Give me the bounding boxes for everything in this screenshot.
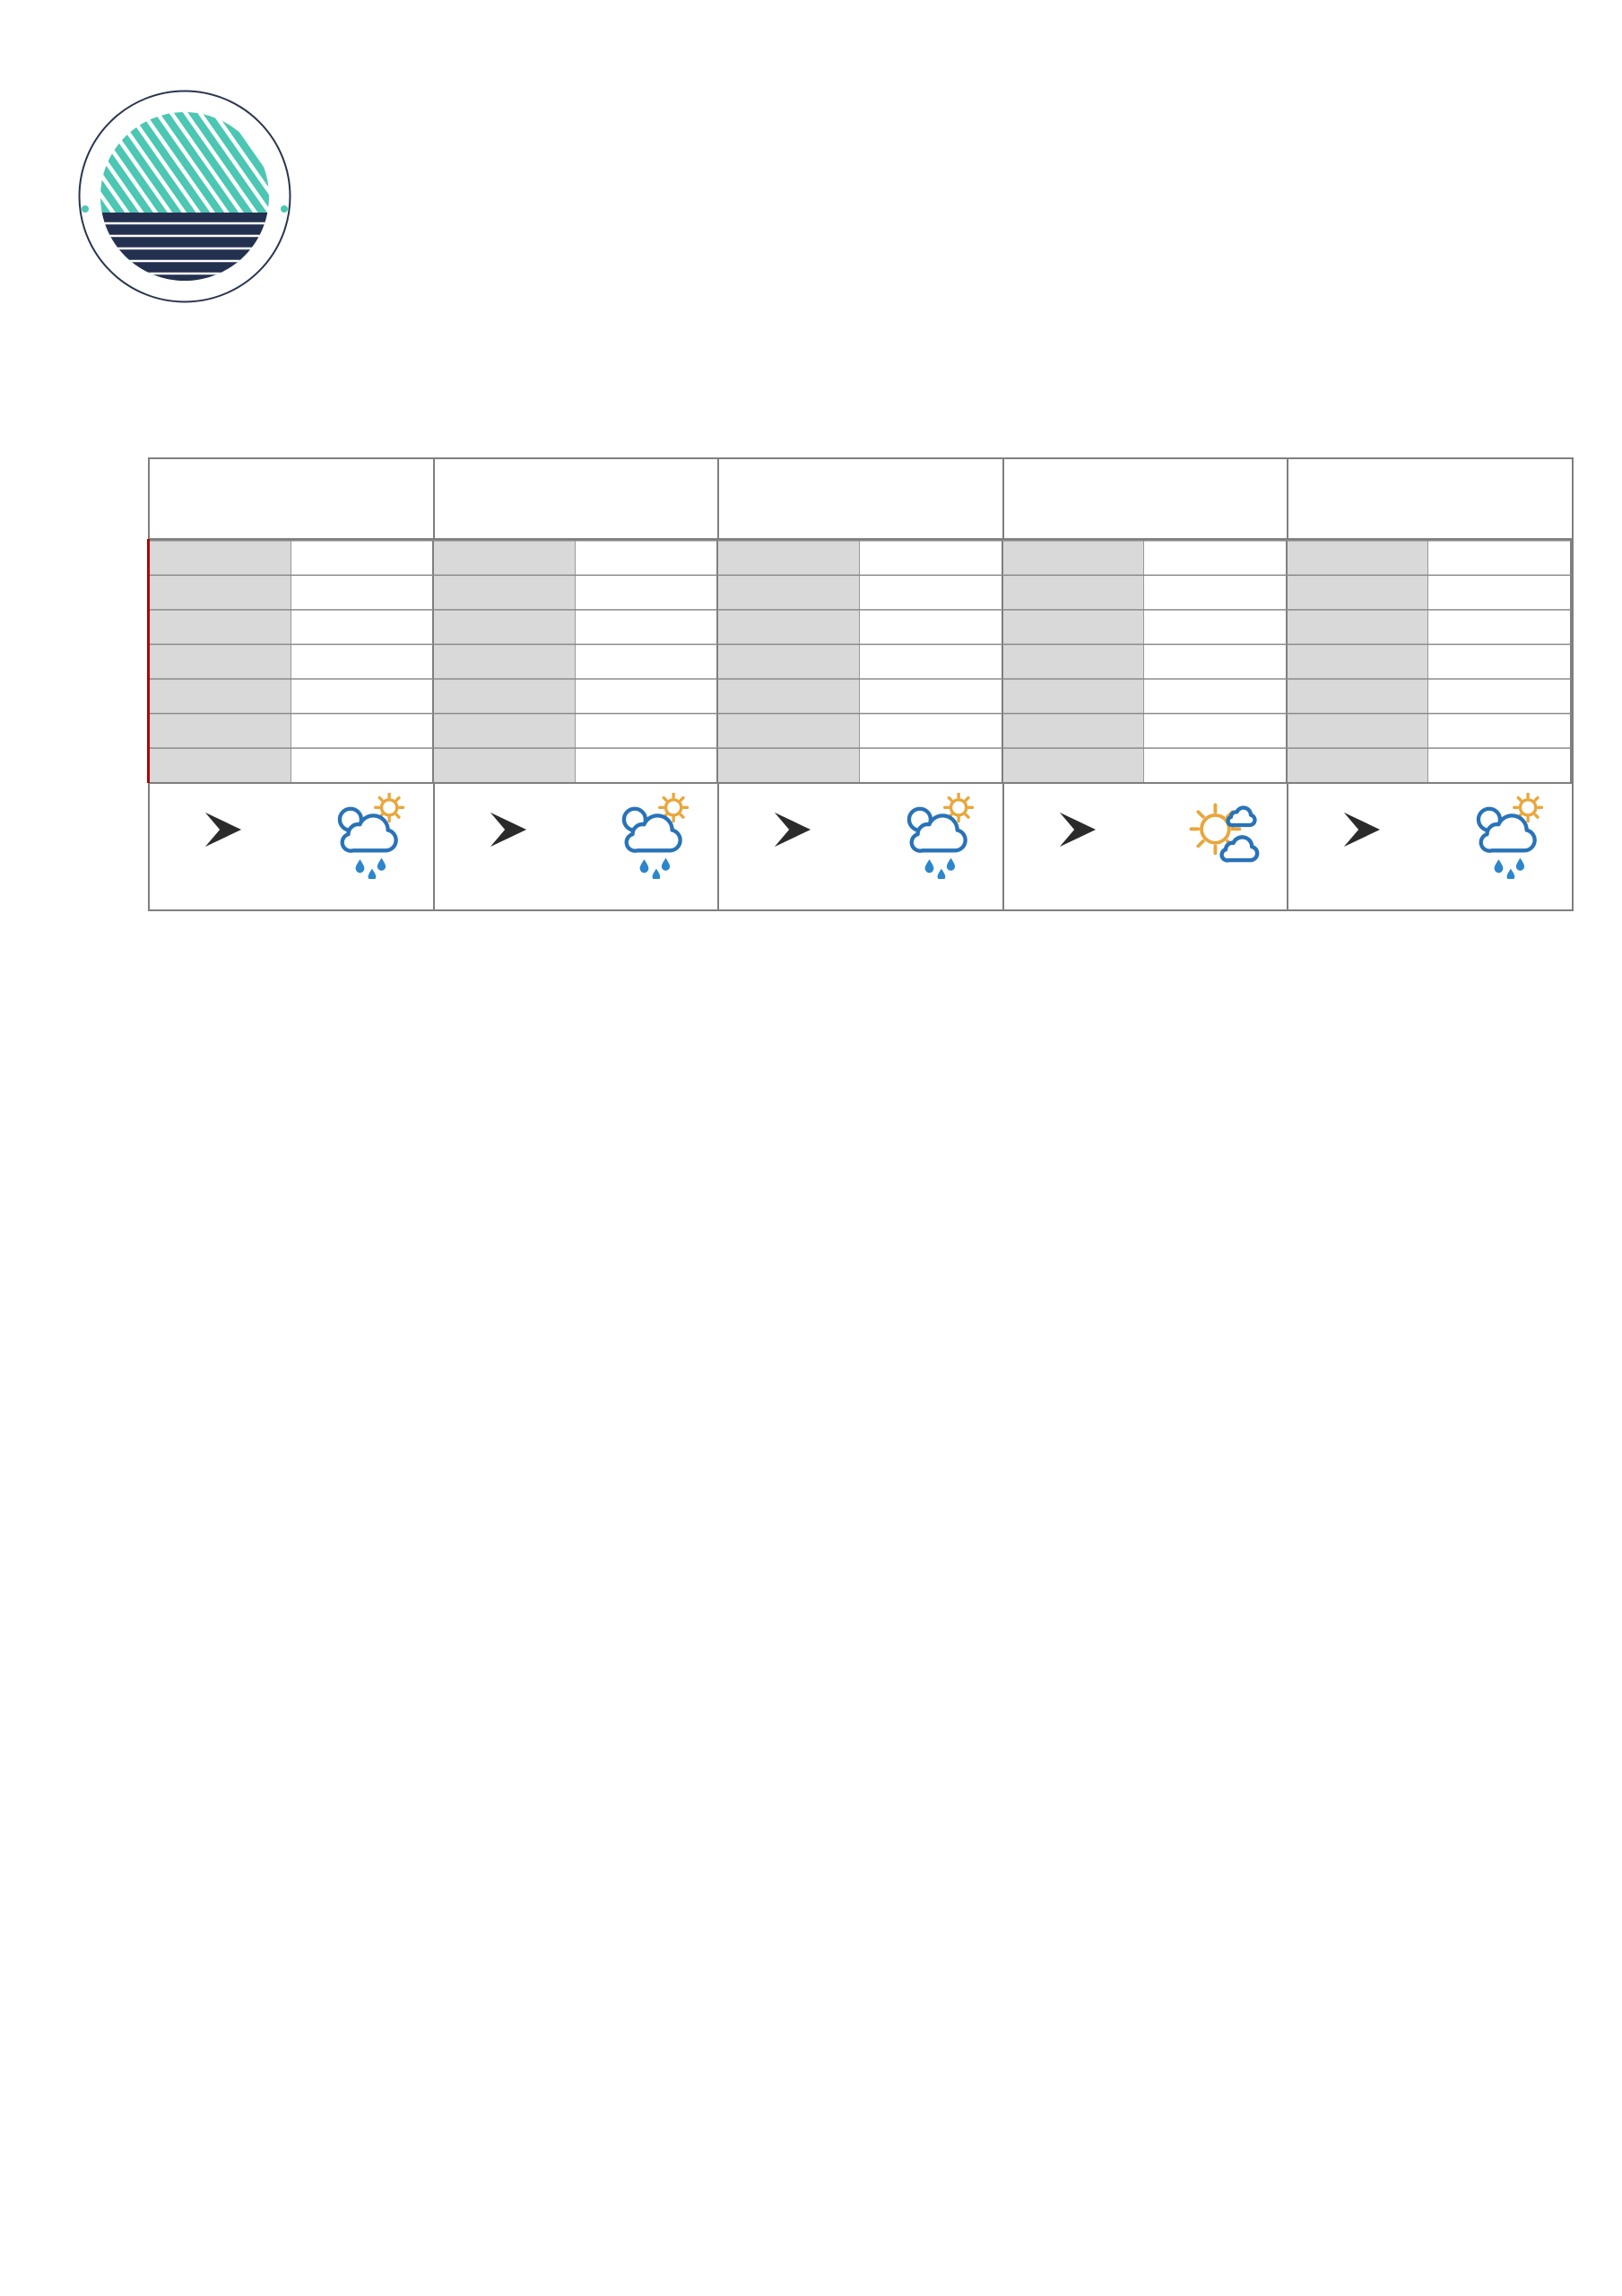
weather-condition-icon (612, 789, 698, 883)
night-band (718, 540, 860, 782)
day-chart-cell (1003, 540, 1288, 782)
weather-condition-icon (327, 789, 413, 883)
wind-direction-arrow-icon (1056, 809, 1097, 850)
weather-condition-icon (897, 789, 983, 883)
weather-condition-icon (1181, 789, 1267, 883)
meteogram-chart-row (150, 540, 1572, 782)
day-weather-cell (1004, 784, 1289, 909)
day-header (719, 459, 1004, 538)
day-chart-cell (434, 540, 718, 782)
day-band (291, 540, 433, 782)
night-band (434, 540, 576, 782)
day-band (575, 540, 717, 782)
day-header (1288, 459, 1572, 538)
day-header (1004, 459, 1289, 538)
day-chart-cell (1288, 540, 1572, 782)
wind-direction-arrow-icon (202, 809, 243, 850)
day-header (150, 459, 435, 538)
wind-direction-arrow-icon (1340, 809, 1382, 850)
weather-condition-icon (1466, 789, 1552, 883)
wind-direction-arrow-icon (771, 809, 812, 850)
day-chart-cell (718, 540, 1002, 782)
day-weather-cell (435, 784, 720, 909)
day-band (1143, 540, 1286, 782)
day-weather-cell (150, 784, 435, 909)
wind-direction-arrow-icon (487, 809, 528, 850)
day-band (1427, 540, 1570, 782)
imgw-logo (76, 88, 293, 305)
meteogram-header-row (150, 459, 1572, 540)
day-weather-cell (1288, 784, 1572, 909)
forecast-text-column (72, 945, 1557, 985)
night-band (1003, 540, 1145, 782)
day-band (859, 540, 1002, 782)
day-chart-cell (150, 540, 434, 782)
day-header (435, 459, 720, 538)
meteogram-table (148, 457, 1574, 911)
day-weather-cell (719, 784, 1004, 909)
night-band (1288, 540, 1429, 782)
night-band (150, 540, 291, 782)
temperature-axis (134, 540, 150, 782)
meteogram-icon-row (150, 782, 1572, 909)
